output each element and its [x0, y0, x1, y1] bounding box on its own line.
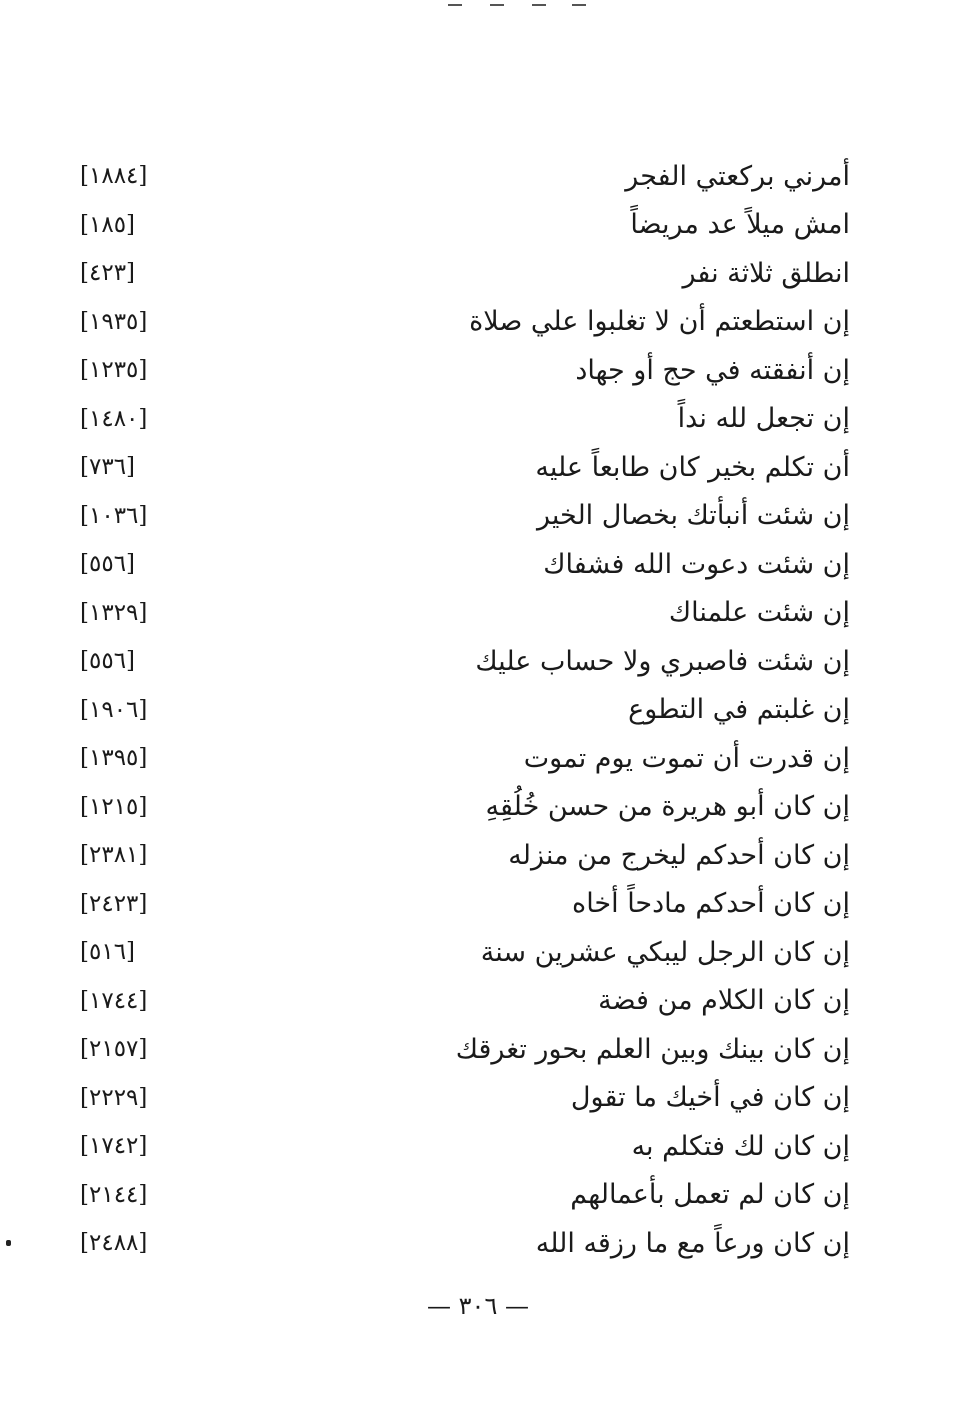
- index-row: [60, 1171, 850, 1220]
- index-row: [60, 443, 850, 492]
- index-row: [60, 152, 850, 201]
- page-number: — ٣٠٦ —: [427, 1292, 529, 1320]
- entry-ref: [٢٤٢٣]: [80, 890, 148, 917]
- entry-ref: [١٩٠٦]: [80, 696, 148, 723]
- index-row: [60, 346, 850, 395]
- entry-text: إن أنفقته في حج أو جهاد: [575, 354, 850, 386]
- header-dashes: [440, 0, 590, 10]
- index-row: [60, 492, 850, 541]
- index-row: [60, 1219, 850, 1268]
- entry-text: إن كان أحدكم ليخرج من منزله: [508, 839, 850, 871]
- entry-ref: [١٧٤٤]: [80, 987, 148, 1014]
- entry-ref: [٢٤٨٨]: [80, 1230, 148, 1257]
- entry-text: إن كان ورعاً مع ما رزقه الله: [535, 1227, 850, 1259]
- entry-ref: [١٩٣٥]: [80, 308, 148, 335]
- entry-text: انطلق ثلاثة نفر: [682, 257, 850, 289]
- hadith-index-list: [60, 152, 850, 1268]
- entry-text: أن تكلم بخير كان طابعاً عليه: [535, 451, 850, 483]
- index-row: [60, 589, 850, 638]
- entry-text: إن شئت دعوت الله فشفاك: [543, 548, 850, 580]
- entry-text: إن تجعل لله نداً: [677, 403, 850, 435]
- index-row: [60, 298, 850, 347]
- index-row: [60, 540, 850, 589]
- index-row: [60, 928, 850, 977]
- entry-ref: [١٠٣٦]: [80, 502, 148, 529]
- index-row: [60, 637, 850, 686]
- index-row: [60, 686, 850, 735]
- entry-ref: [٢٢٢٩]: [80, 1084, 148, 1111]
- index-row: [60, 783, 850, 832]
- entry-text: إن شئت أنبأتك بخصال الخير: [536, 500, 850, 532]
- index-row: [60, 249, 850, 298]
- index-row: [60, 1074, 850, 1123]
- entry-ref: [٥١٦]: [80, 939, 136, 966]
- entry-ref: [٧٣٦]: [80, 454, 136, 481]
- index-row: [60, 395, 850, 444]
- entry-text: إن كان لك فتكلم به: [631, 1130, 850, 1162]
- entry-ref: [٤٢٣]: [80, 260, 136, 287]
- entry-text: إن كان الرجل ليبكي عشرين سنة: [480, 936, 850, 968]
- index-row: [60, 977, 850, 1026]
- entry-ref: [٢١٤٤]: [80, 1181, 148, 1208]
- entry-text: إن كان أحدكم مادحاً أخاه: [572, 888, 850, 920]
- entry-ref: [٢١٥٧]: [80, 1036, 148, 1063]
- entry-ref: [١٢١٥]: [80, 793, 148, 820]
- entry-ref: [١٣٩٥]: [80, 745, 148, 772]
- index-row: [60, 1122, 850, 1171]
- entry-ref: [١٢٣٥]: [80, 357, 148, 384]
- entry-text: أمرني بركعتي الفجر: [625, 160, 850, 192]
- entry-ref: [١٨٨٤]: [80, 163, 148, 190]
- index-row: [60, 201, 850, 250]
- entry-text: إن شئت فاصبري ولا حساب عليك: [475, 645, 850, 677]
- index-row: [60, 1025, 850, 1074]
- index-row: [60, 831, 850, 880]
- entry-ref: [١٤٨٠]: [80, 405, 148, 432]
- entry-text: إن كان أبو هريرة من حسن خُلُقِهِ: [485, 791, 850, 823]
- index-row: [60, 734, 850, 783]
- entry-text: إن شئت علمناك: [668, 597, 850, 629]
- margin-mark: [6, 1240, 11, 1246]
- entry-ref: [٥٥٦]: [80, 648, 136, 675]
- entry-ref: [١٨٥]: [80, 211, 136, 238]
- entry-text: إن كان الكلام من فضة: [598, 985, 850, 1017]
- entry-text: إن قدرت أن تموت يوم تموت: [523, 742, 850, 774]
- entry-ref: [٢٣٨١]: [80, 842, 148, 869]
- entry-ref: [٥٥٦]: [80, 551, 136, 578]
- entry-ref: [١٣٢٩]: [80, 599, 148, 626]
- entry-ref: [١٧٤٢]: [80, 1133, 148, 1160]
- index-row: [60, 880, 850, 929]
- entry-text: إن كان بينك وبين العلم بحور تغرقك: [455, 1033, 850, 1065]
- entry-text: إن غلبتم في التطوع: [628, 694, 850, 726]
- entry-text: إن استطعتم أن لا تغلبوا علي صلاة: [469, 306, 850, 338]
- entry-text: إن كان لم تعمل بأعمالهم: [570, 1179, 850, 1211]
- entry-text: امش ميلاً عد مريضاً: [630, 209, 850, 241]
- entry-text: إن كان في أخيك ما تقول: [570, 1082, 850, 1114]
